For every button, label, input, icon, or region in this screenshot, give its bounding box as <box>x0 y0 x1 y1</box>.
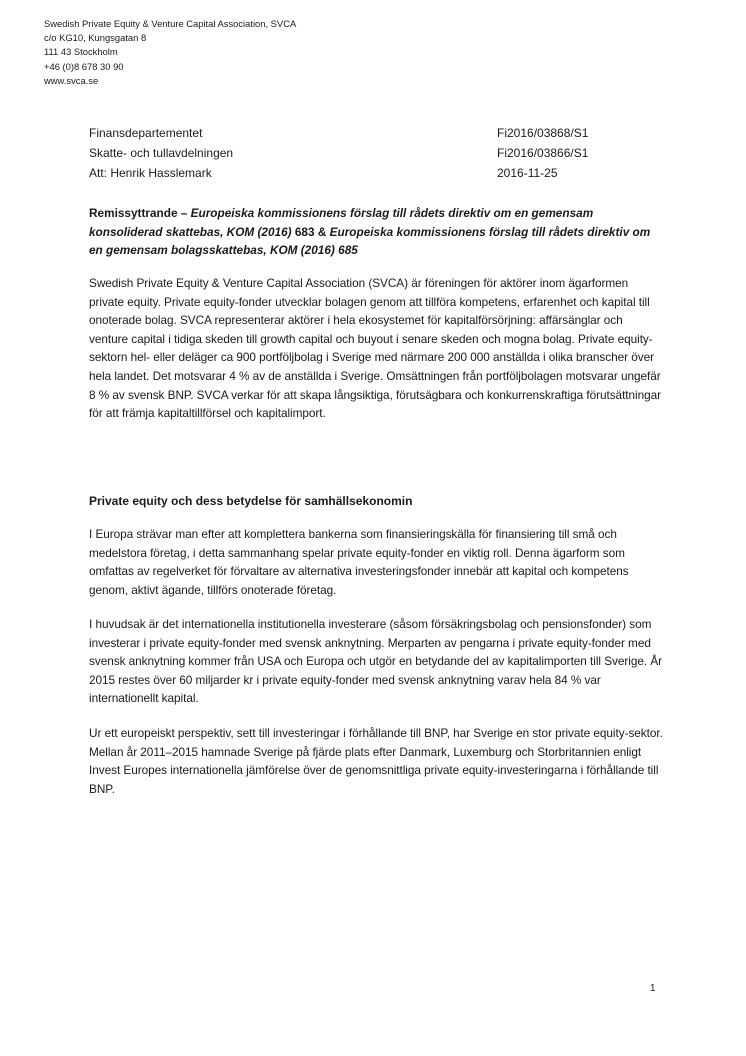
sender-street: c/o KG10, Kungsgatan 8 <box>44 32 147 44</box>
sender-phone: +46 (0)8 678 30 90 <box>44 60 124 72</box>
section-heading: Private equity och dess betydelse för samhällsekonomin <box>89 494 413 508</box>
section-paragraph-1: I Europa strävar man efter att komplettera bankerna som finansieringskälla för finansiering till små och medelstora företag, i detta sammanhang spelar private equity-fonder en viktig roll. Denna ägarform som omfattas av regelverket för förvaltare av alternativa investeringsfonder innebär att kapital och kompetens genom, aktivt ägande, tillförs onoterade företag. <box>89 527 629 597</box>
recipient-department: Skatte- och tullavdelningen <box>89 146 234 160</box>
sender-website: www.svca.se <box>44 74 99 86</box>
reference-number-2: Fi2016/03866/S1 <box>497 146 589 160</box>
intro-paragraph: Swedish Private Equity & Venture Capital Association (SVCA) är föreningen för aktörer inom ägarformen private equity. Private equity-fonder utvecklar bolagen genom att tillföra kompetens, erfarenhet och kapital till onoterade bolag. SVCA representerar aktörer i hela ekosystemet för kapitalförsörjning: affärsänglar och venture capital i tidiga skeden till growth capital och buyout i senare skeden och mogna bolag. Private equity-sektorn hel- eller deläger ca 900 portföljbolag i Sverige med närmare 200 000 anställda i olika branscher över hela landet. Det motsvarar 4 % av de anställda i Sverige. Omsättningen från portföljbolagen motsvarar ungefär 8 % av svensk BNP. SVCA verkar för att skapa långsiktiga, förutsägbara och konkurrenskraftiga förutsättningar för att främja kapitaltillförsel och kapitalimport. <box>89 276 662 421</box>
page-number: 1 <box>650 983 656 994</box>
sender-org: Swedish Private Equity & Venture Capital Association, SVCA <box>44 18 297 29</box>
sender-city: 111 43 Stockholm <box>44 46 118 58</box>
subject-title-1: Europeiska kommissionens förslag till rådets direktiv om en gemensam konsoliderad skattebas, KOM (2016) <box>89 206 594 239</box>
document-date: 2016-11-25 <box>497 166 558 180</box>
subject-line <box>89 204 661 260</box>
recipient-attention: Att: Henrik Hasslemark <box>89 166 212 180</box>
section-paragraph-2: I huvudsak är det internationella institutionella investerare (såsom försäkringsbolag och pensionsfonder) som investerar i private equity-fonder med svensk anknytning. Merparten av pengarna i private equity-fonder med svensk anknytning kommer från USA och Europa och utgör en betydande del av kapitalimporten till Sverige. År 2015 restes över 60 miljarder kr i private equity-fonder med svensk anknytning varav hela 84 % var internationellt kapital. <box>89 617 663 706</box>
recipient-block <box>89 123 233 183</box>
reference-number-1: Fi2016/03868/S1 <box>497 126 589 140</box>
section-paragraph-3: Ur ett europeiskt perspektiv, sett till investeringar i förhållande till BNP, har Sverige en stor private equity-sektor. Mellan år 2011–2015 hamnade Sverige på fjärde plats efter Danmark, Luxemburg och Storbritannien enligt Invest Europes internationella jämförelse över de genomsnittliga private equity-investeringarna i förhållande till BNP. <box>89 726 663 796</box>
subject-prefix: Remissyttrande – <box>89 206 191 220</box>
sender-address <box>44 17 296 88</box>
subject-connector: 683 & <box>291 224 330 239</box>
subject-title-2: Europeiska kommissionens förslag till rådets direktiv om en gemensam bolagsskattebas, KOM (2016) 685 <box>89 224 651 258</box>
recipient-ministry: Finansdepartementet <box>89 126 203 140</box>
reference-block <box>497 123 588 183</box>
